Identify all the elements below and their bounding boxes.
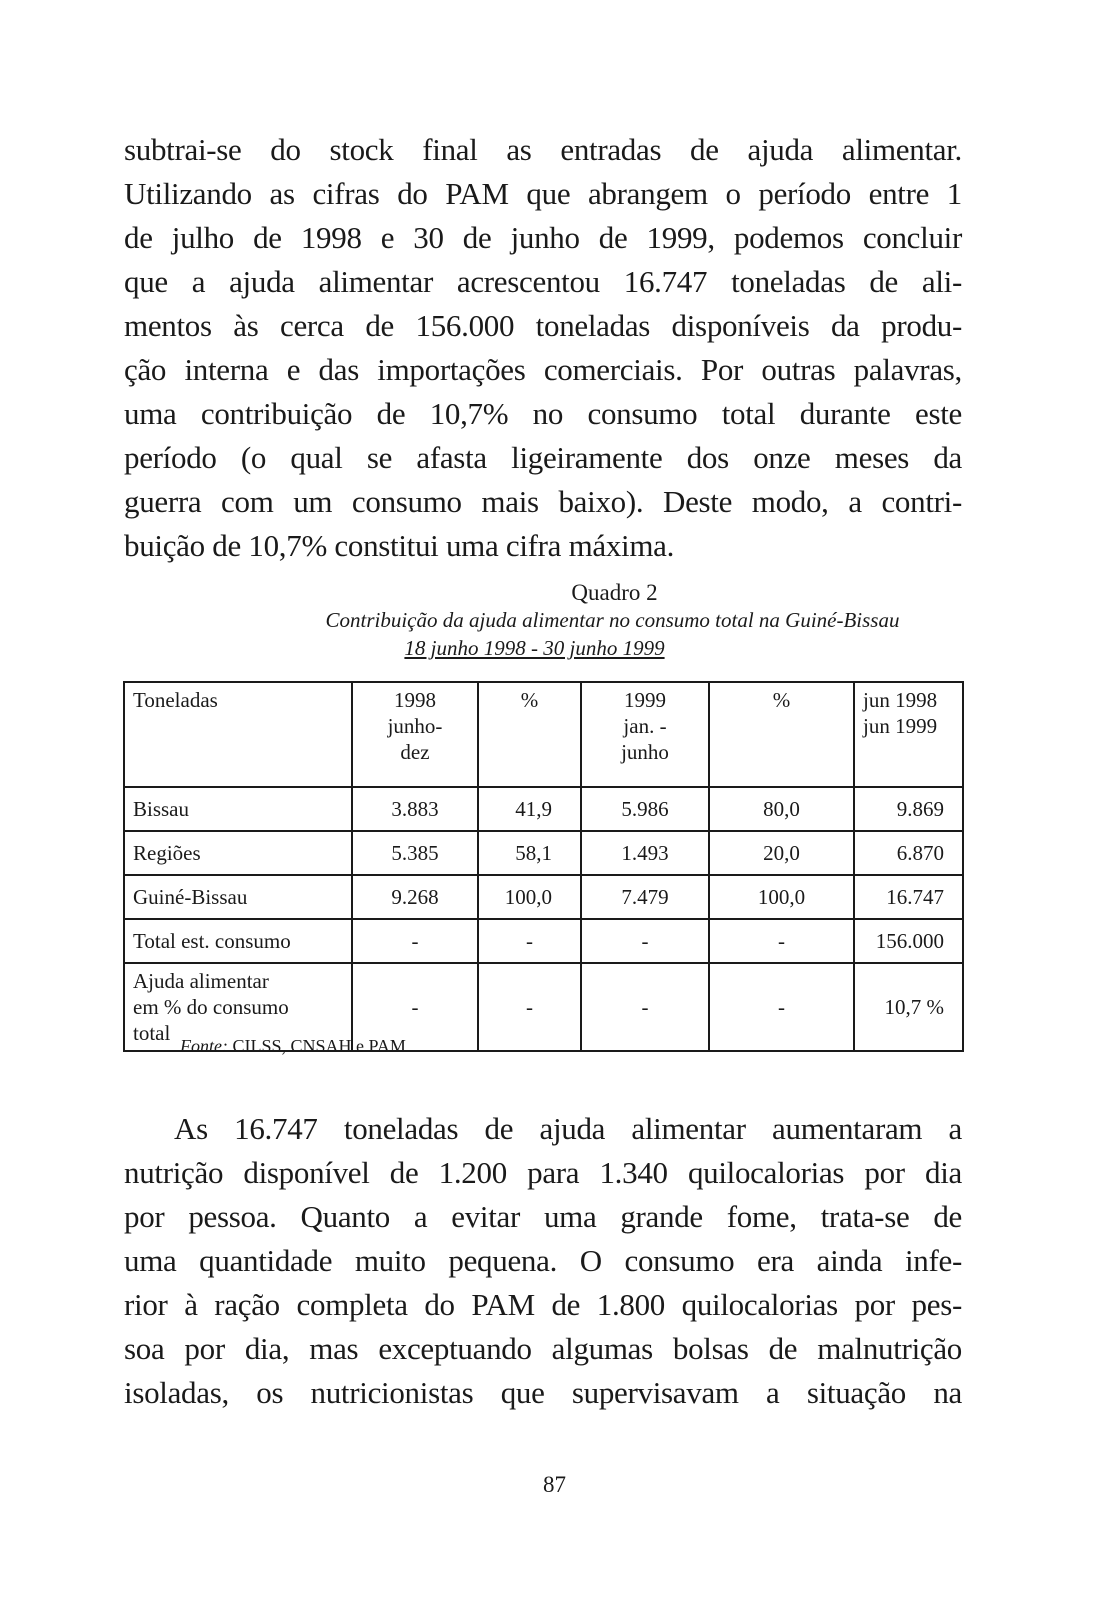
table-cell: 20,0 — [709, 831, 854, 875]
text-line: Utilizando as cifras do PAM que abrangem o período entre 1 — [124, 176, 962, 211]
table-row — [124, 919, 963, 963]
table-cell: 41,9 — [478, 787, 581, 831]
table-cell: - — [581, 919, 709, 963]
table-source — [180, 1036, 406, 1057]
table-label: Quadro 2 — [571, 580, 658, 605]
table-cell: 5.986 — [581, 787, 709, 831]
food-aid-table — [123, 681, 964, 1052]
table-row — [124, 875, 963, 919]
text-line: nutrição disponível de 1.200 para 1.340 quilocalorias por dia — [124, 1155, 962, 1190]
text-line: rior à ração completa do PAM de 1.800 quilocalorias por pes- — [124, 1287, 962, 1322]
table-cell: 6.870 — [854, 831, 963, 875]
header-cell: % — [478, 682, 581, 787]
table-cell: 100,0 — [709, 875, 854, 919]
text-line: mentos às cerca de 156.000 toneladas disponíveis da produ- — [124, 308, 962, 343]
text-line: subtrai-se do stock final as entradas de ajuda alimentar. — [124, 132, 962, 167]
table-cell: - — [709, 963, 854, 1051]
table-cell: 1.493 — [581, 831, 709, 875]
table-header-row — [124, 682, 963, 787]
table-cell: - — [352, 963, 478, 1051]
table-cell: - — [581, 963, 709, 1051]
table-cell: - — [352, 919, 478, 963]
table-cell: 156.000 — [854, 919, 963, 963]
table-cell: 9.268 — [352, 875, 478, 919]
text-line: uma quantidade muito pequena. O consumo era ainda infe- — [124, 1243, 962, 1278]
row-label: Regiões — [124, 831, 352, 875]
table-cell: - — [478, 919, 581, 963]
table-cell: 100,0 — [478, 875, 581, 919]
table-row — [124, 787, 963, 831]
table-cell: 9.869 — [854, 787, 963, 831]
text-line: que a ajuda alimentar acrescentou 16.747 toneladas de ali- — [124, 264, 962, 299]
row-label: Ajuda alimentar em % do consumo total — [124, 963, 352, 1051]
text-line: por pessoa. Quanto a evitar uma grande fome, trata-se de — [124, 1199, 962, 1234]
table-title: Contribuição da ajuda alimentar no consumo total na Guiné-Bissau — [325, 608, 900, 632]
row-label: Guiné-Bissau — [124, 875, 352, 919]
text-line: soa por dia, mas exceptuando algumas bolsas de malnutrição — [124, 1331, 962, 1366]
header-cell: 1998 junho- dez — [352, 682, 478, 787]
table-cell: 5.385 — [352, 831, 478, 875]
table-cell: 7.479 — [581, 875, 709, 919]
source-text: CILSS, CNSAH e PAM — [227, 1036, 406, 1056]
text-line: ção interna e das importações comerciais. Por outras palavras, — [124, 352, 962, 387]
text-line: isoladas, os nutricionistas que supervisavam a situação na — [124, 1375, 962, 1410]
header-cell: jun 1998 jun 1999 — [854, 682, 963, 787]
text-line: uma contribuição de 10,7% no consumo total durante este — [124, 396, 962, 431]
page-number: 87 — [543, 1472, 566, 1497]
table-period — [0, 636, 1089, 661]
paragraph-1 — [124, 128, 962, 568]
header-cell: 1999 jan. - junho — [581, 682, 709, 787]
table-cell: 3.883 — [352, 787, 478, 831]
table-cell: - — [709, 919, 854, 963]
table-cell: 80,0 — [709, 787, 854, 831]
table-cell: - — [478, 963, 581, 1051]
table-period-text: 18 junho 1998 - 30 junho 1999 — [404, 636, 665, 660]
header-cell: Toneladas — [124, 682, 352, 787]
row-label: Total est. consumo — [124, 919, 352, 963]
paragraph-2 — [124, 1107, 962, 1415]
header-cell: % — [709, 682, 854, 787]
text-line: buição de 10,7% constitui uma cifra máxima. — [124, 528, 675, 563]
text-line: As 16.747 toneladas de ajuda alimentar aumentaram a — [174, 1111, 962, 1146]
table-cell: 58,1 — [478, 831, 581, 875]
table-row — [124, 831, 963, 875]
text-line: período (o qual se afasta ligeiramente dos onze meses da — [124, 440, 962, 475]
text-line: guerra com um consumo mais baixo). Deste modo, a contri- — [124, 484, 962, 519]
table-cell: 16.747 — [854, 875, 963, 919]
source-label: Fonte: — [180, 1036, 228, 1056]
row-label: Bissau — [124, 787, 352, 831]
table-cell: 10,7 % — [854, 963, 963, 1051]
text-line: de julho de 1998 e 30 de junho de 1999, podemos concluir — [124, 220, 962, 255]
